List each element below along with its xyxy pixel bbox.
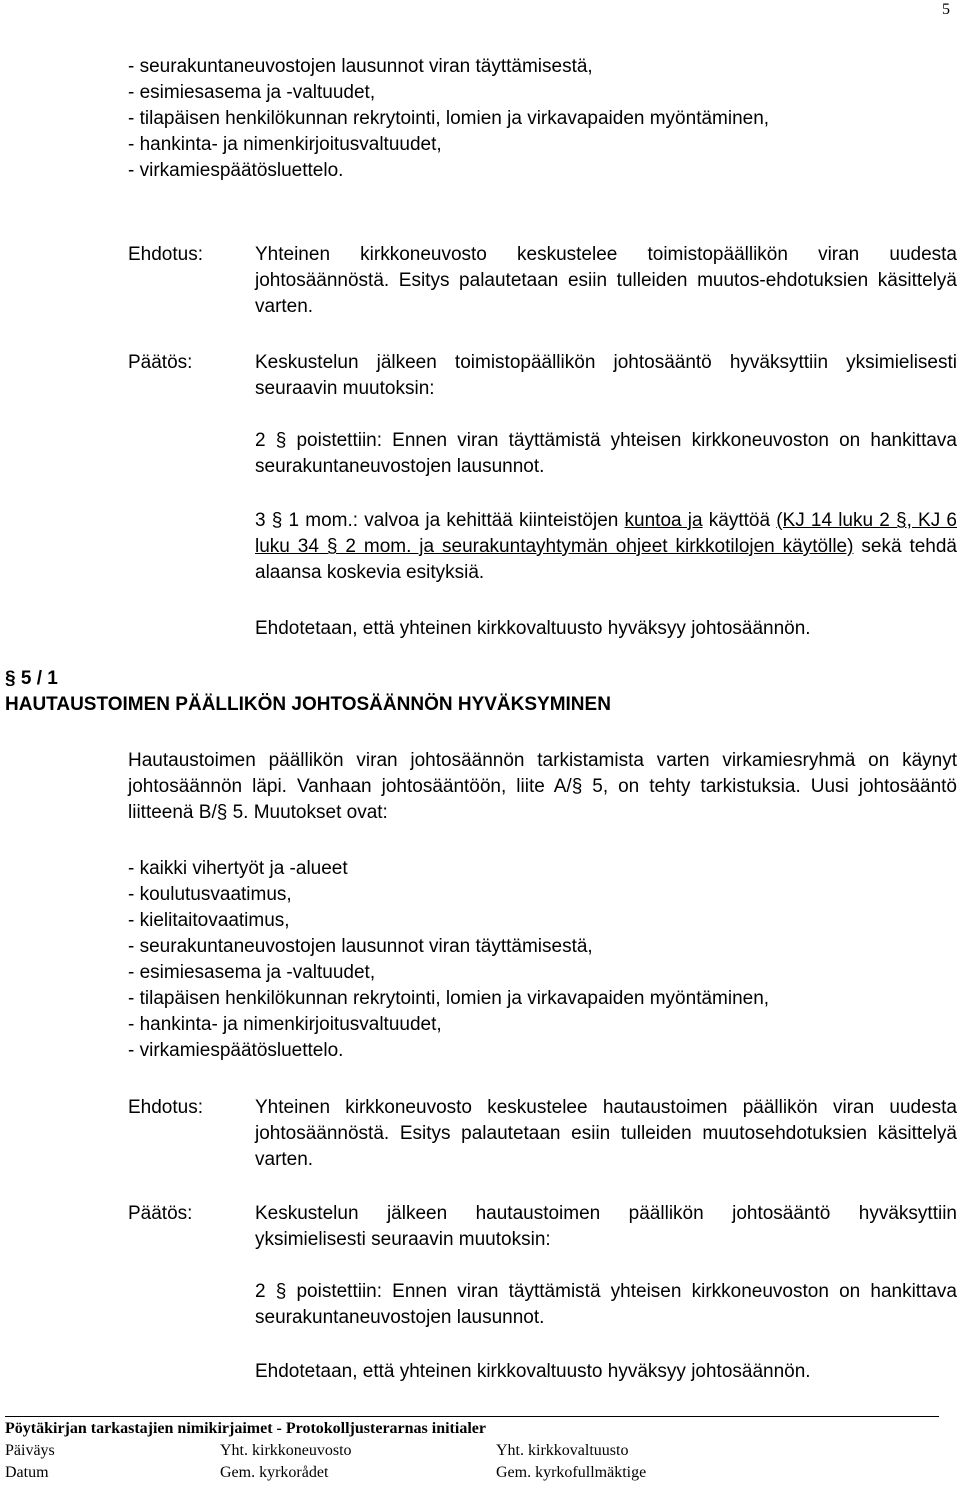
- footer-title: Pöytäkirjan tarkastajien nimikirjaimet - Protokolljusterarnas initialer: [5, 1420, 486, 1437]
- underlined-reference: (KJ 14 luku 2 §, KJ 6 luku 34 § 2 mom. ja seurakuntayhtymän ohjeet kirkkotilojen käytölle): [255, 510, 957, 557]
- list-item: - hankinta- ja nimenkirjoitusvaltuudet,: [128, 1014, 442, 1035]
- footer-council-label-sv: Gem. kyrkorådet: [220, 1464, 329, 1481]
- list-item: - virkamiespäätösluettelo.: [128, 160, 344, 181]
- proposal-text: Ehdotetaan, että yhteinen kirkkovaltuusto hyväksyy johtosäännön.: [255, 618, 811, 639]
- page-number: 5: [942, 1, 950, 18]
- change-paragraph-2: 2 § poistettiin: Ennen viran täyttämistä yhteisen kirkkoneuvoston on hankittava seurakuntaneuvostojen lausunnot.: [255, 1281, 957, 1328]
- footer-date-label-sv: Datum: [5, 1464, 49, 1481]
- proposal-text: Ehdotetaan, että yhteinen kirkkovaltuusto hyväksyy johtosäännön.: [255, 1361, 811, 1382]
- list-item: - esimiesasema ja -valtuudet,: [128, 82, 376, 103]
- ehdotus-label: Ehdotus:: [128, 1097, 203, 1118]
- list-item: - koulutusvaatimus,: [128, 884, 292, 905]
- paatos-text: Keskustelun jälkeen toimistopäällikön johtosääntö hyväksyttiin yksimielisesti seuraavin muutoksin:: [255, 352, 957, 399]
- footer-council-label: Yht. kirkkoneuvosto: [220, 1442, 352, 1459]
- list-item: - seurakuntaneuvostojen lausunnot viran täyttämisestä,: [128, 56, 593, 77]
- top-change-list: [128, 54, 769, 184]
- paatos-label: Päätös:: [128, 352, 193, 373]
- change-text: sekä tehdä alaansa koskevia esityksiä.: [255, 536, 957, 583]
- list-item: - esimiesasema ja -valtuudet,: [128, 962, 376, 983]
- list-item: - kielitaitovaatimus,: [128, 910, 290, 931]
- change-paragraph-2: 2 § poistettiin: Ennen viran täyttämistä yhteisen kirkkoneuvoston on hankittava seurakuntaneuvostojen lausunnot.: [255, 430, 957, 477]
- footer-assembly-label-sv: Gem. kyrkofullmäktige: [496, 1464, 647, 1481]
- list-item: - virkamiespäätösluettelo.: [128, 1040, 344, 1061]
- list-item: - tilapäisen henkilökunnan rekrytointi, lomien ja virkavapaiden myöntäminen,: [128, 988, 770, 1009]
- footer-assembly-label: Yht. kirkkovaltuusto: [496, 1442, 629, 1459]
- change-text: käyttöä: [702, 510, 777, 531]
- footer-divider: [5, 1416, 939, 1417]
- list-item: - hankinta- ja nimenkirjoitusvaltuudet,: [128, 134, 442, 155]
- paatos-text: Keskustelun jälkeen hautaustoimen päällikön johtosääntö hyväksyttiin yksimielisesti seuraavin muutoksin:: [255, 1203, 957, 1250]
- paatos-label: Päätös:: [128, 1203, 193, 1224]
- underlined-text: kuntoa ja: [624, 510, 703, 531]
- ehdotus-text: Yhteinen kirkkoneuvosto keskustelee toimistopäällikön viran uudesta johtosäännöstä. Esitys palautetaan esiin tulleiden muutos-ehdotuksien käsittelyä varten.: [255, 244, 957, 317]
- ehdotus-text: Yhteinen kirkkoneuvosto keskustelee hautaustoimen päällikön viran uudesta johtosäännöstä. Esitys palautetaan esiin tulleiden muutosehdotuksien käsittelyä varten.: [255, 1097, 957, 1170]
- list-item: - kaikki vihertyöt ja -alueet: [128, 858, 348, 879]
- change-paragraph-3: [255, 508, 957, 586]
- change-text: 3 § 1 mom.: valvoa ja kehittää kiinteistöjen: [255, 510, 625, 531]
- list-item: - tilapäisen henkilökunnan rekrytointi, lomien ja virkavapaiden myöntäminen,: [128, 108, 770, 129]
- footer-date-label: Päiväys: [5, 1442, 55, 1459]
- section-intro: Hautaustoimen päällikön viran johtosäännön tarkistamista varten virkamiesryhmä on käynyt johtosäännön läpi. Vanhaan johtosääntöön, liite A/§ 5, on tehty tarkistuksia. Uusi johtosääntö liitteenä B/§ 5. Muutokset ovat:: [128, 750, 957, 823]
- list-item: - seurakuntaneuvostojen lausunnot viran täyttämisestä,: [128, 936, 593, 957]
- section-title: HAUTAUSTOIMEN PÄÄLLIKÖN JOHTOSÄÄNNÖN HYVÄKSYMINEN: [5, 694, 611, 715]
- section-number: § 5 / 1: [5, 668, 58, 689]
- section5-change-list: [128, 856, 769, 1064]
- ehdotus-label: Ehdotus:: [128, 244, 203, 265]
